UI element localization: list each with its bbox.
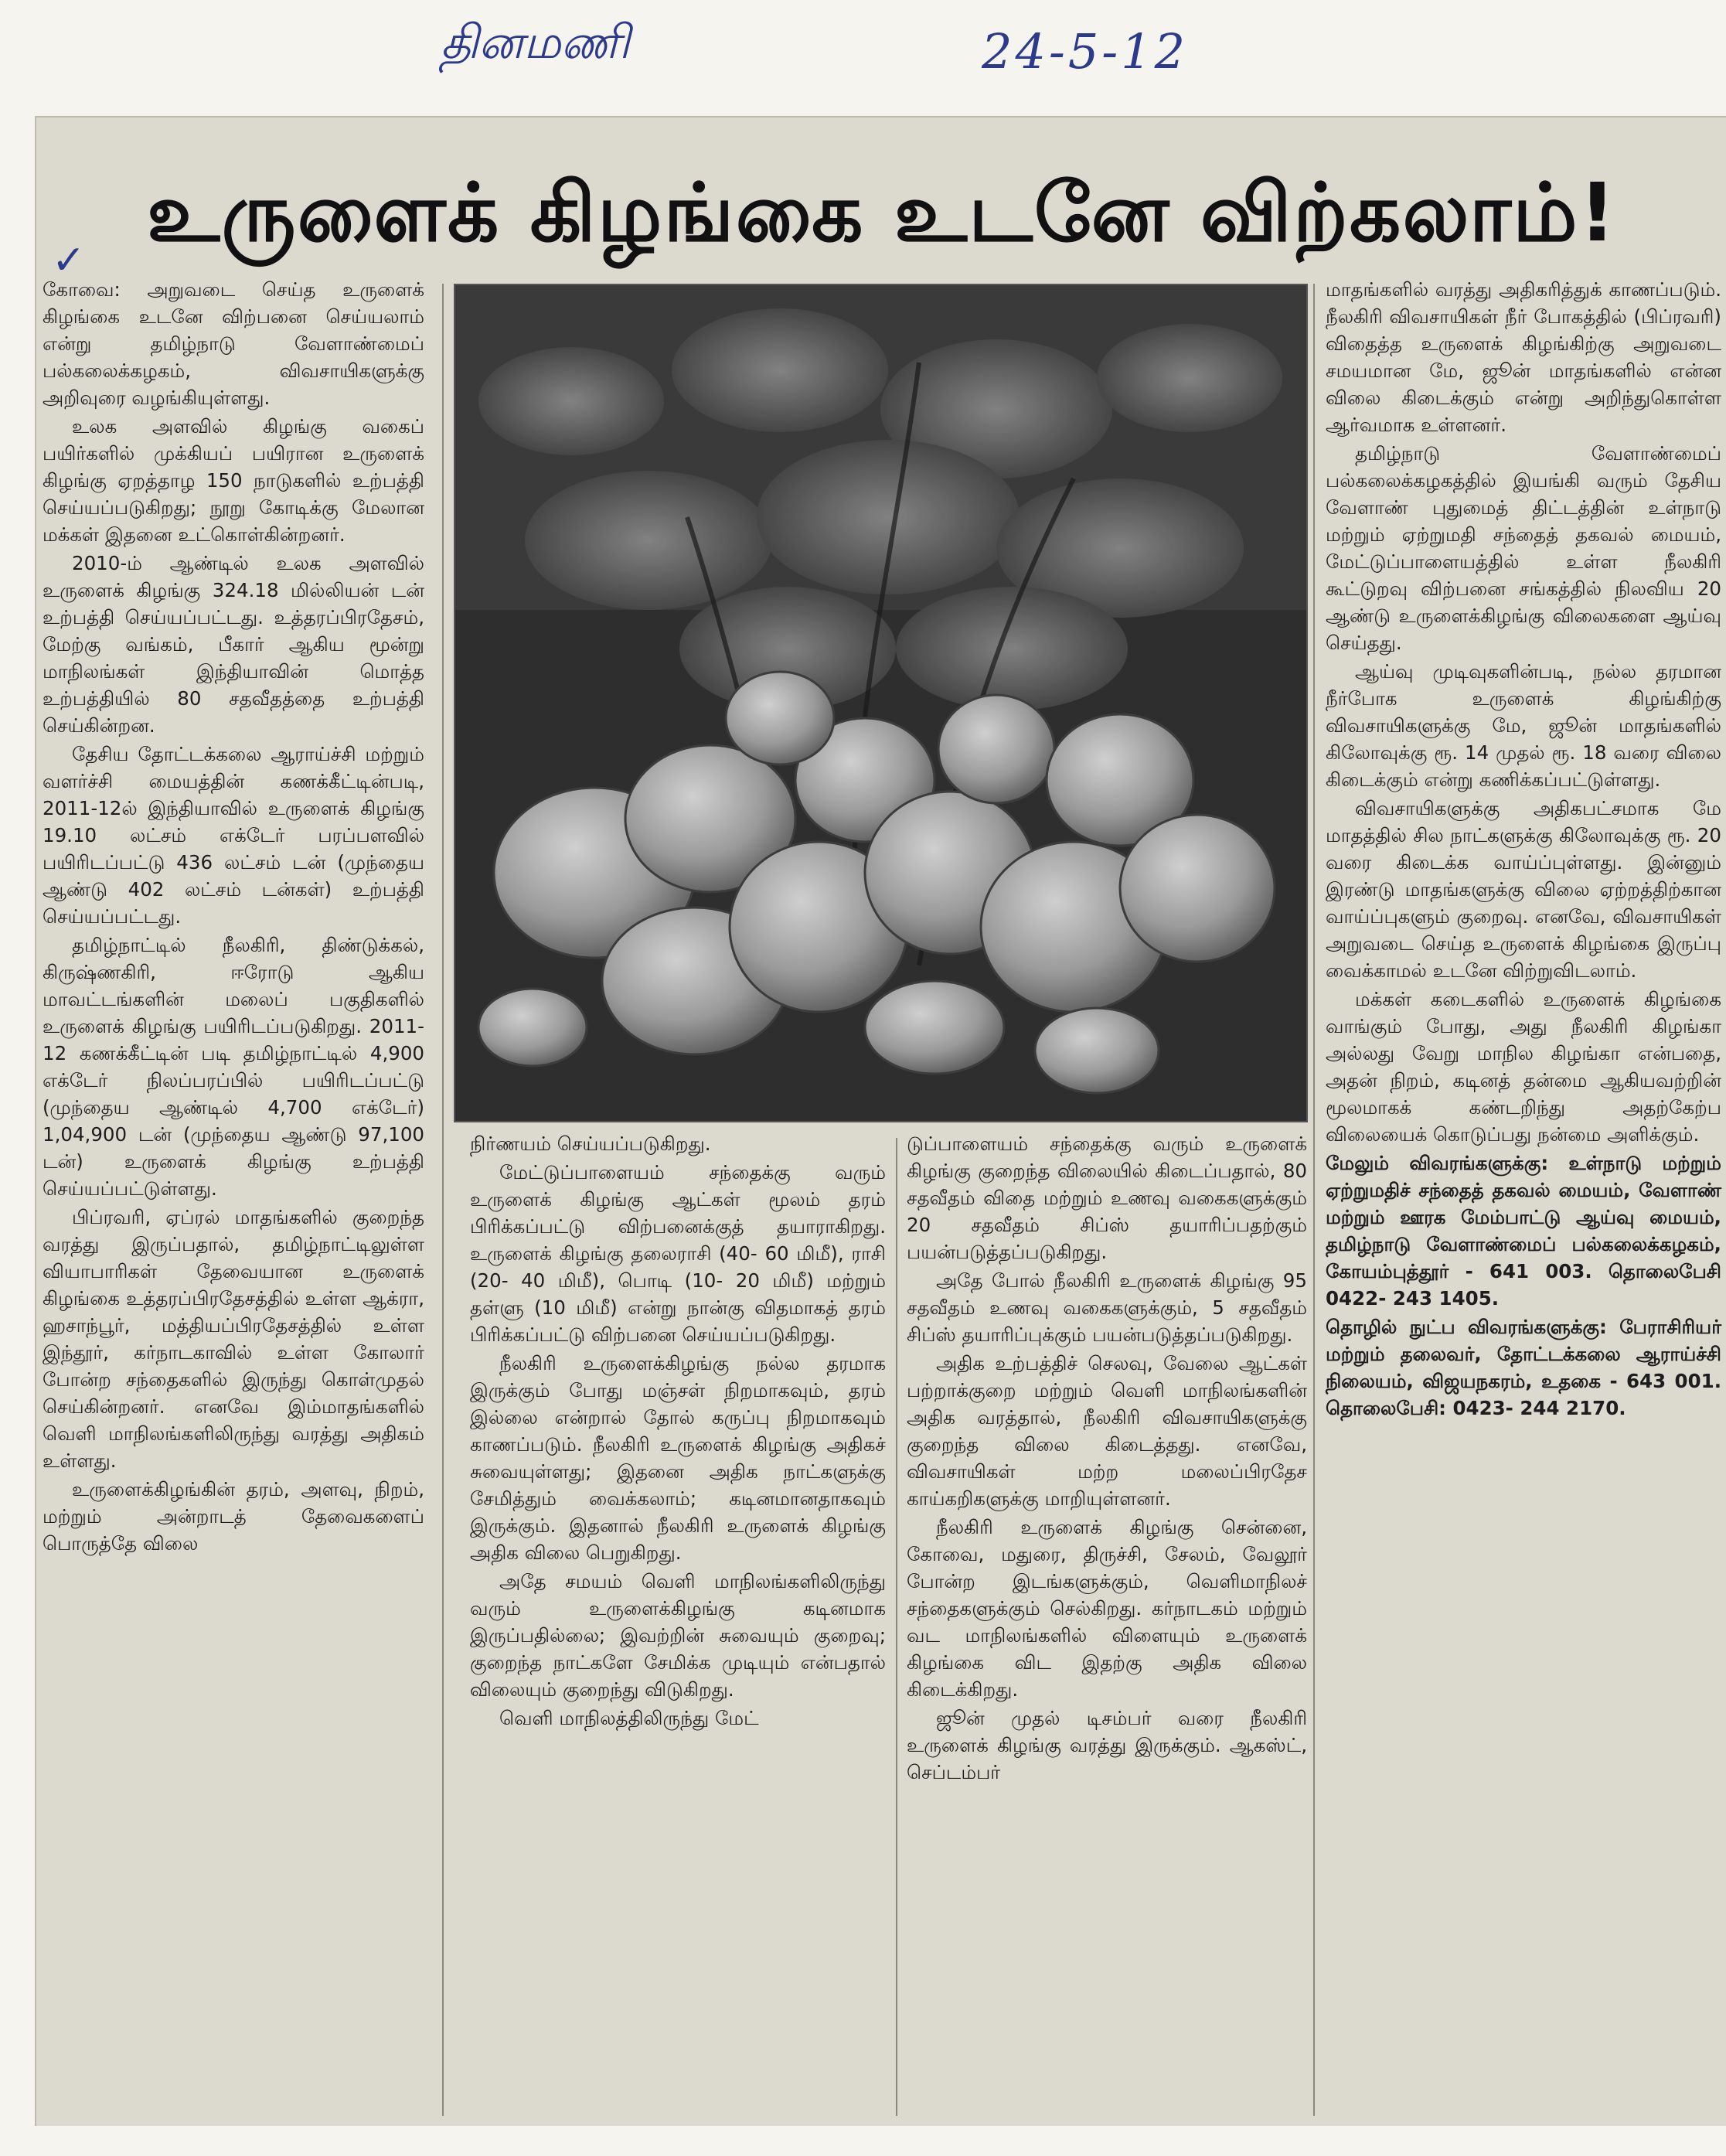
- paragraph: அதிக உற்பத்திச் செலவு, வேலை ஆட்கள் பற்றாக்குறை மற்றும் வெளி மாநிலங்களின் அதிக வரத்தால், நீலகிரி விவசாயிகளுக்கு குறைந்த விலை கிடைத்தது. எனவே, விவசாயிகள் மற்ற மலைப்பிரதேச காய்கறிகளுக்கு மாறியுள்ளனர்.: [907, 1352, 1307, 1510]
- paragraph: தமிழ்நாட்டில் நீலகிரி, திண்டுக்கல், கிருஷ்ணகிரி, ஈரோடு ஆகிய மாவட்டங்களின் மலைப் பகுதிகளில் உருளைக் கிழங்கு பயிரிடப்படுகிறது. 2011-12 கணக்கீட்டின் படி தமிழ்நாட்டில் 4,900 எக்டேர் நிலப்பரப்பில் பயிரிடப்பட்டு (முந்தைய ஆண்டில் 4,700 எக்டேர்) 1,04,900 டன் (முந்தைய ஆண்டு 97,100 டன்) உருளைக் கிழங்கு உற்பத்தி செய்யப்பட்டுள்ளது.: [43, 934, 424, 1200]
- column-divider: [1313, 284, 1315, 2116]
- article-column-3: [902, 1130, 1312, 2126]
- paragraph: தேசிய தோட்டக்கலை ஆராய்ச்சி மற்றும் வளர்ச்சி மையத்தின் கணக்கீட்டின்படி, 2011-12ல் இந்தியாவில் உருளைக் கிழங்கு 19.10 லட்சம் எக்டேர் பரப்பளவில் பயிரிடப்பட்டு 436 லட்சம் டன் (முந்தைய ஆண்டு 402 லட்சம் டன்கள்) உற்பத்தி செய்யப்பட்டது.: [43, 743, 424, 928]
- paragraph: தமிழ்நாடு வேளாண்மைப் பல்கலைக்கழகத்தில் இயங்கி வரும் தேசிய வேளாண் புதுமைத் திட்டத்தின் உள்நாடு மற்றும் ஏற்றுமதி சந்தைத் தகவல் மையம், மேட்டுப்பாளையத்தில் உள்ள நீலகிரி கூட்டுறவு விற்பனை சங்கத்தில் நிலவிய 20 ஆண்டு உருளைக்கிழங்கு விலைகளை ஆய்வு செய்தது.: [1326, 442, 1721, 654]
- handwritten-date: 24-5-12: [982, 23, 1189, 80]
- column-divider: [442, 284, 444, 2116]
- article-column-4: [1319, 276, 1726, 2126]
- paragraph: 2010-ம் ஆண்டில் உலக அளவில் உருளைக் கிழங்கு 324.18 மில்லியன் டன் உற்பத்தி செய்யப்பட்டது. உத்தரப்பிரதேசம், மேற்கு வங்கம், பீகார் ஆகிய மூன்று மாநிலங்கள் இந்தியாவின் மொத்த உற்பத்தியில் 80 சதவீதத்தை உற்பத்தி செய்கின்றன.: [43, 552, 424, 737]
- paragraph: ஜூன் முதல் டிசம்பர் வரை நீலகிரி உருளைக் கிழங்கு வரத்து இருக்கும். ஆகஸ்ட், செப்டம்பர்: [907, 1707, 1307, 1783]
- paragraph: விவசாயிகளுக்கு அதிகபட்சமாக மே மாதத்தில் சில நாட்களுக்கு கிலோவுக்கு ரூ. 20 வரை கிடைக்க வாய்ப்புள்ளது. இன்னும் இரண்டு மாதங்களுக்கு விலை ஏற்றத்திற்கான வாய்ப்புகளும் குறைவு. எனவே, விவசாயிகள் அறுவடை செய்த உருளைக் கிழங்கை இருப்பு வைக்காமல் உடனே விற்றுவிடலாம்.: [1326, 797, 1721, 982]
- paragraph: நீலகிரி உருளைக்கிழங்கு நல்ல தரமாக இருக்கும் போது மஞ்சள் நிறமாகவும், தரம் இல்லை என்றால் தோல் கருப்பு நிறமாகவும் காணப்படும். நீலகிரி உருளைக் கிழங்கு அதிகச் சுவையுள்ளது; இதனை அதிக நாட்களுக்கு சேமித்தும் வைக்கலாம்; கடினமானதாகவும் இருக்கும். இதனால் நீலகிரி உருளைக் கிழங்கு அதிக விலை பெறுகிறது.: [470, 1352, 886, 1564]
- handwritten-tick-icon: ✓: [52, 237, 86, 284]
- handwritten-paper-name: தினமணி: [441, 15, 630, 70]
- paragraph: உருளைக்கிழங்கின் தரம், அளவு, நிறம், மற்றும் அன்றாடத் தேவைகளைப் பொருத்தே விலை: [43, 1478, 424, 1555]
- headline: உருளைக் கிழங்கை உடனே விற்கலாம்!: [146, 165, 1618, 260]
- contact-paragraph: மேலும் விவரங்களுக்கு: உள்நாடு மற்றும் ஏற்றுமதிச் சந்தைத் தகவல் மையம், வேளாண் மற்றும் ஊரக மேம்பாட்டு ஆய்வு மையம், தமிழ்நாடு வேளாண்மைப் பல்கலைக்கழகம், கோயம்புத்தூர் - 641 003. தொலைபேசி 0422- 243 1405.: [1326, 1152, 1721, 1310]
- paragraph: நீலகிரி உருளைக் கிழங்கு சென்னை, கோவை, மதுரை, திருச்சி, சேலம், வேலூர் போன்ற இடங்களுக்கும், வெளிமாநிலச் சந்தைகளுக்கும் செல்கிறது. கர்நாடகம் மற்றும் வட மாநிலங்களில் விளையும் உருளைக் கிழங்கை விட இதற்கு அதிக விலை கிடைக்கிறது.: [907, 1516, 1307, 1701]
- article-column-2: [465, 1130, 890, 2126]
- paragraph: நிர்ணயம் செய்யப்படுகிறது.: [470, 1132, 711, 1155]
- paragraph: அதே போல் நீலகிரி உருளைக் கிழங்கு 95 சதவீதம் உணவு வகைகளுக்கும், 5 சதவீதம் சிப்ஸ் தயாரிப்புக்கும் பயன்படுத்தப்படுகிறது.: [907, 1269, 1307, 1346]
- paragraph: மாதங்களில் வரத்து அதிகரித்துக் காணப்படும். நீலகிரி விவசாயிகள் நீர் போகத்தில் (பிப்ரவரி) விதைத்த உருளைக் கிழங்கிற்கு அறுவடை சமயமான மே, ஜூன் மாதங்களில் என்ன விலை கிடைக்கும் என்று அறிந்துகொள்ள ஆர்வமாக உள்ளனர்.: [1326, 278, 1721, 436]
- column-divider: [896, 1138, 897, 2116]
- paragraph: கோவை: அறுவடை செய்த உருளைக் கிழங்கை உடனே விற்பனை செய்யலாம் என்று தமிழ்நாடு வேளாண்மைப் பல்கலைக்கழகம், விவசாயிகளுக்கு அறிவுரை வழங்கியுள்ளது.: [43, 278, 424, 409]
- paragraph: உலக அளவில் கிழங்கு வகைப் பயிர்களில் முக்கியப் பயிரான உருளைக் கிழங்கு ஏறத்தாழ 150 நாடுகளில் உற்பத்தி செய்யப்படுகிறது; நூறு கோடிக்கு மேலான மக்கள் இதனை உட்கொள்கின்றனர்.: [43, 415, 424, 546]
- paragraph: ஆய்வு முடிவுகளின்படி, நல்ல தரமான நீர்போக உருளைக் கிழங்கிற்கு விவசாயிகளுக்கு மே, ஜூன் மாதங்களில் கிலோவுக்கு ரூ. 14 முதல் ரூ. 18 வரை விலை கிடைக்கும் என்று கணிக்கப்பட்டுள்ளது.: [1326, 660, 1721, 791]
- newspaper-clipping: [35, 116, 1726, 2126]
- contact-paragraph: தொழில் நுட்ப விவரங்களுக்கு: பேராசிரியர் மற்றும் தலைவர், தோட்டக்கலை ஆராய்ச்சி நிலையம், விஜயநகரம், உதகை - 643 001. தொலைபேசி: 0423- 244 2170.: [1326, 1316, 1721, 1419]
- paragraph: மேட்டுப்பாளையம் சந்தைக்கு வரும் உருளைக் கிழங்கு ஆட்கள் மூலம் தரம் பிரிக்கப்பட்டு விற்பனைக்குத் தயாராகிறது. உருளைக் கிழங்கு தலைராசி (40- 60 மிமீ), ராசி (20- 40 மிமீ), பொடி (10- 20 மிமீ) மற்றும் தள்ளு (10 மிமீ) என்று நான்கு விதமாகத் தரம் பிரிக்கப்பட்டு விற்பனை செய்யப்படுகிறது.: [470, 1161, 886, 1346]
- article-column-1: [36, 276, 431, 2126]
- paragraph: மக்கள் கடைகளில் உருளைக் கிழங்கை வாங்கும் போது, அது நீலகிரி கிழங்கா அல்லது வேறு மாநில கிழங்கா என்பதை, அதன் நிறம், கடினத் தன்மை ஆகியவற்றின் மூலமாகக் கண்டறிந்து அதற்கேற்ப விலையைக் கொடுப்பது நன்மை அளிக்கும்.: [1326, 988, 1721, 1146]
- potato-photo-icon: [454, 284, 1308, 1122]
- paragraph: டுப்பாளையம் சந்தைக்கு வரும் உருளைக் கிழங்கு குறைந்த விலையில் கிடைப்பதால், 80 சதவீதம் விதை மற்றும் உணவு வகைகளுக்கும் 20 சதவீதம் சிப்ஸ் தயாரிப்பதற்கும் பயன்படுத்தப்படுகிறது.: [907, 1132, 1307, 1263]
- paragraph: வெளி மாநிலத்திலிருந்து மேட்: [499, 1707, 759, 1729]
- paragraph: அதே சமயம் வெளி மாநிலங்களிலிருந்து வரும் உருளைக்கிழங்கு கடினமாக இருப்பதில்லை; இவற்றின் சுவையும் குறைவு; குறைந்த நாட்களே சேமிக்க முடியும் என்பதால் விலையும் குறைந்து விடுகிறது.: [470, 1570, 886, 1701]
- paragraph: பிப்ரவரி, ஏப்ரல் மாதங்களில் குறைந்த வரத்து இருப்பதால், தமிழ்நாட்டிலுள்ள வியாபாரிகள் தேவையான உருளைக் கிழங்கை உத்தரப்பிரதேசத்தில் உள்ள ஆக்ரா, ஹசாந்பூர், மத்தியப்பிரதேசத்தில் உள்ள இந்தூர், கர்நாடகாவில் உள்ள கோலார் போன்ற சந்தைகளில் இருந்து கொள்முதல் செய்கின்றனர். எனவே இம்மாதங்களில் வெளி மாநிலங்களிலிருந்து வரத்து அதிகம் உள்ளது.: [43, 1206, 424, 1472]
